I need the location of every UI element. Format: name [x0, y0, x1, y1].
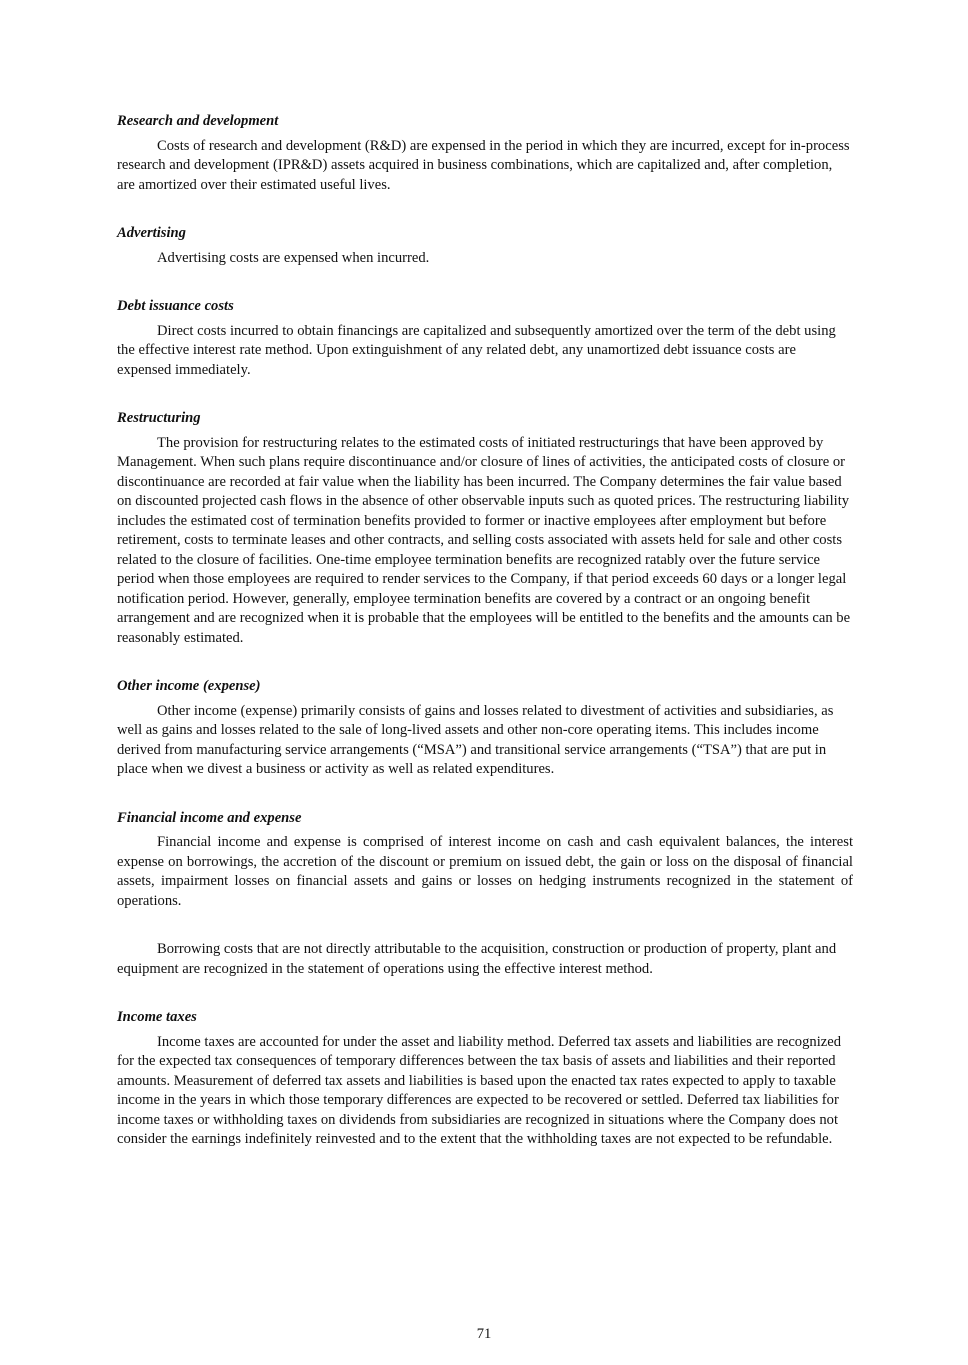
section-other-income-expense — [117, 677, 853, 780]
section-heading: Other income (expense) — [117, 678, 261, 694]
section-heading: Advertising — [117, 225, 186, 241]
section-paragraph: Borrowing costs that are not directly attributable to the acquisition, construction or production of property, plant and equipment are recognized in the statement of operations using the effective interest method. — [117, 941, 837, 977]
section-paragraph: Other income (expense) primarily consists of gains and losses related to divestment of activities and subsidiaries, as well as gains and losses related to the sale of long-lived assets and other non-core operating items. This includes income derived from manufacturing service arrangements (“MSA”) and transitional service arrangements (“TSA”) that are put in place when we divest a business or activity as well as related expenditures. — [117, 702, 834, 777]
section-advertising — [117, 224, 853, 268]
section-paragraph: Costs of research and development (R&D) are expensed in the period in which they are incurred, except for in-process research and development (IPR&D) assets acquired in business combinations, which are capitalized and, after completion, are amortized over their estimated useful lives. — [117, 137, 850, 193]
section-debt-issuance-costs — [117, 297, 853, 380]
section-paragraph: Direct costs incurred to obtain financings are capitalized and subsequently amortized over the term of the debt using the effective interest rate method. Upon extinguishment of any related debt, any unamortized debt issuance costs are expensed immediately. — [117, 322, 836, 378]
section-restructuring — [117, 409, 853, 648]
section-income-taxes — [117, 1008, 853, 1150]
section-heading: Income taxes — [117, 1009, 197, 1025]
section-heading: Restructuring — [117, 410, 201, 426]
section-research-and-development — [117, 112, 853, 195]
section-paragraph: The provision for restructuring relates to the estimated costs of initiated restructurings that have been approved by Management. When such plans require discontinuance and/or closure of lines of activities, the anticipated costs of closure or discontinuance are recorded at fair value when the liability has been incurred. The Company determines the fair value based on discounted projected cash flows in the absence of other observable inputs such as quoted prices. The restructuring liability includes the estimated cost of termination benefits provided to former or inactive employees after employment but before retirement, costs to terminate leases and other contracts, and selling costs associated with assets held for sale and other costs related to the closure of facilities. One-time employee termination benefits are recognized ratably over the future service period when those employees are required to render services to the Company, if that period exceeds 60 days or a longer legal notification period. However, generally, employee termination benefits are covered by a contract or an ongoing benefit arrangement and are recognized when it is probable that the employees will be entitled to the benefits and the amounts can be reasonably estimated. — [117, 434, 851, 646]
section-heading: Debt issuance costs — [117, 298, 234, 314]
section-heading: Financial income and expense — [117, 809, 302, 826]
section-paragraph: Income taxes are accounted for under the asset and liability method. Deferred tax assets and liabilities are recognized for the expected tax consequences of temporary differences between the tax basis of assets and liabilities and their reported amounts. Measurement of deferred tax assets and liabilities is based upon the enacted tax rates expected to apply to taxable income in the years in which those temporary differences are expected to be recovered or settled. Deferred tax liabilities for income taxes or withholding taxes on dividends from subsidiaries are recognized in situations where the Company does not consider the earnings indefinitely reinvested and to the extent that the withholding taxes are not expected to be refundable. — [117, 1033, 842, 1147]
section-financial-income-and-expense — [117, 809, 853, 980]
document-page — [117, 112, 853, 1150]
section-paragraph: Financial income and expense is comprised of interest income on cash and cash equivalent balances, the interest expense on borrowings, the accretion of the discount or premium on issued debt, the gain or loss on the disposal of financial assets, impairment losses on financial assets and gains or losses on hedging instruments recognized in the statement of operations. — [117, 834, 853, 909]
section-heading: Research and development — [117, 113, 279, 129]
page-number: 71 — [476, 1326, 492, 1342]
section-paragraph: Advertising costs are expensed when incurred. — [157, 249, 430, 266]
